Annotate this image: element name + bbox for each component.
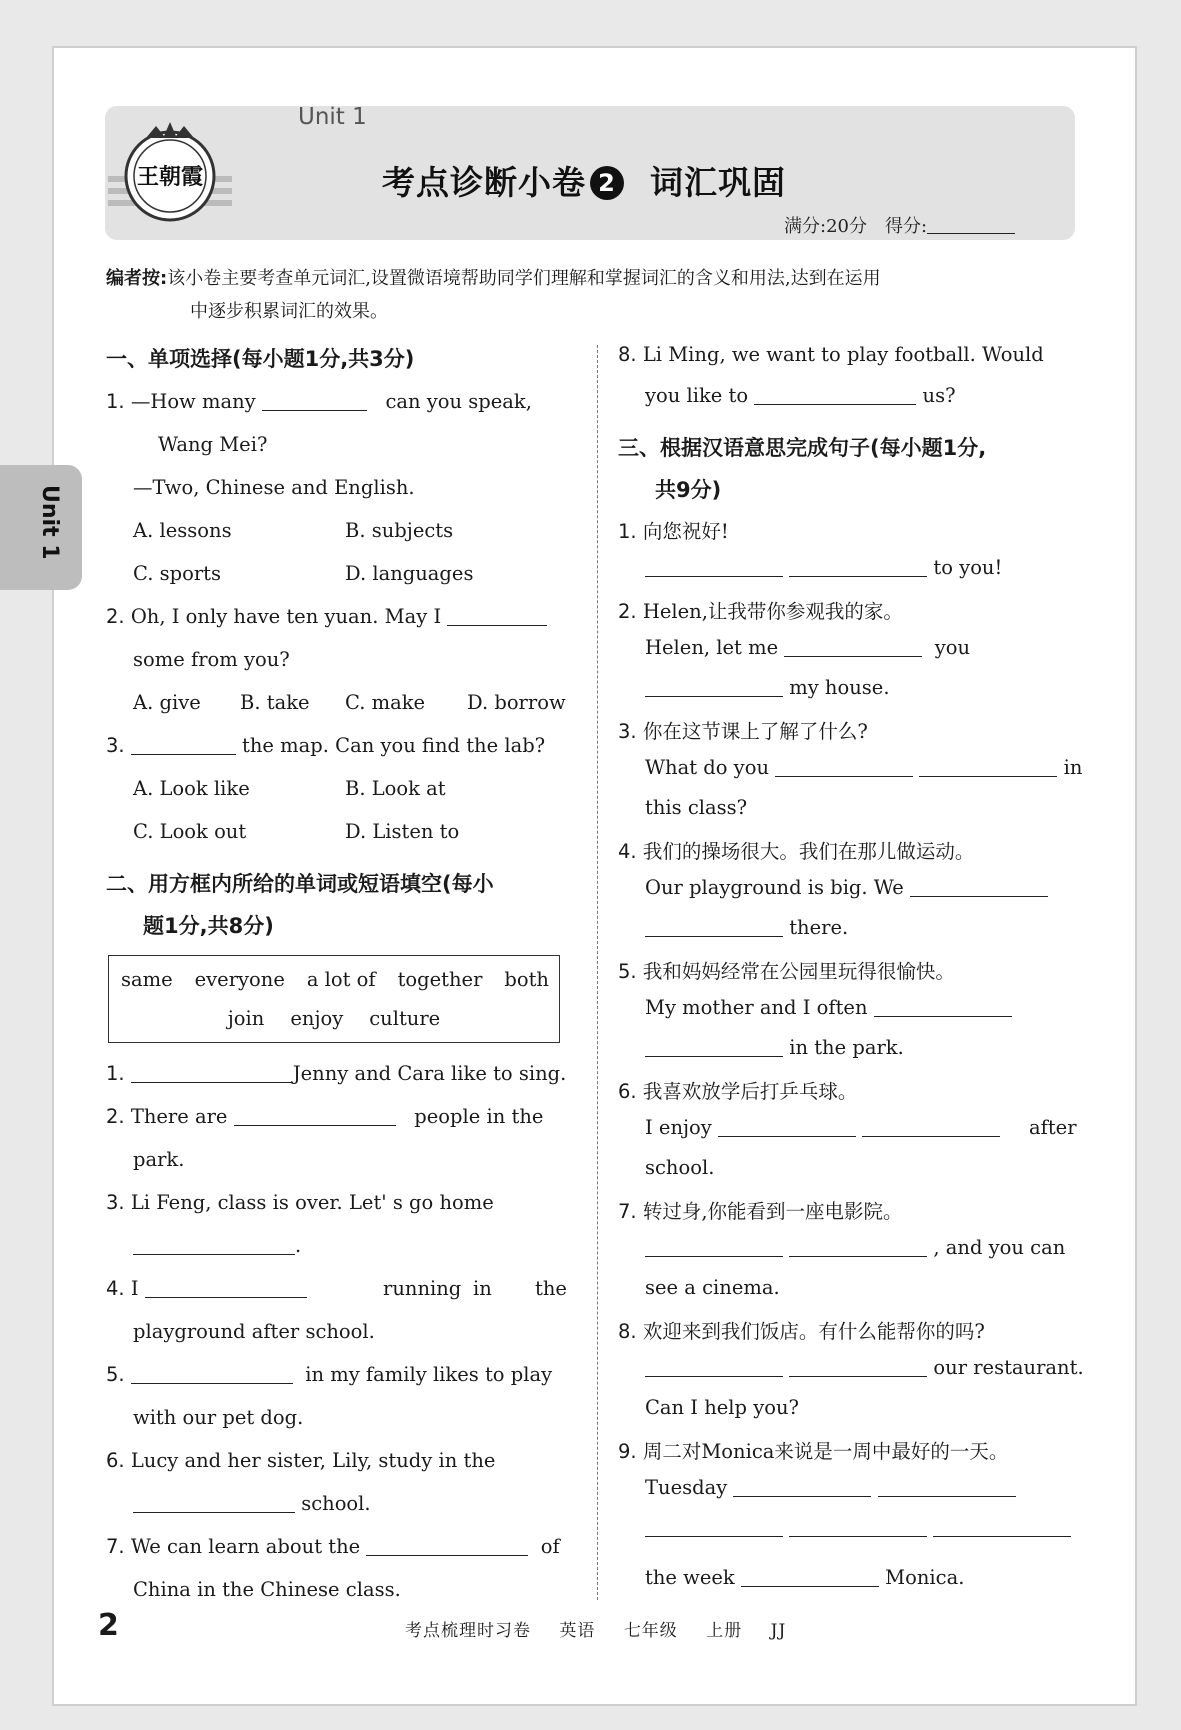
score-line: 满分:20分 得分:	[784, 212, 1015, 238]
t4-english-1: Our playground is big. We	[645, 876, 1048, 899]
t6-blank-1[interactable]	[718, 1119, 856, 1137]
t7-blank-2[interactable]	[789, 1239, 927, 1257]
t8-blank-2[interactable]	[789, 1359, 927, 1377]
fill8-blank[interactable]	[754, 387, 916, 405]
t1-chinese: 1. 向您祝好!	[618, 520, 729, 543]
q3-option-c: C. Look out	[133, 820, 247, 843]
fill1-blank[interactable]	[131, 1065, 293, 1083]
number-badge: 2	[590, 166, 624, 200]
t4-blank-2[interactable]	[645, 919, 783, 937]
t3-blank-2[interactable]	[919, 759, 1057, 777]
q2-option-d: D. borrow	[467, 691, 566, 714]
t8-english-1: our restaurant.	[645, 1356, 1084, 1379]
t7-english-1: , and you can	[645, 1236, 1065, 1259]
word-bank-item: both	[504, 968, 549, 991]
t9-blank-6[interactable]	[741, 1569, 879, 1587]
fill5-blank[interactable]	[131, 1366, 293, 1384]
q1-line3: —Two, Chinese and English.	[133, 476, 415, 499]
q3-option-a: A. Look like	[133, 777, 250, 800]
word-bank-item: culture	[369, 1007, 441, 1030]
t5-english-2: in the park.	[645, 1036, 904, 1059]
word-bank-item: enjoy	[290, 1007, 344, 1030]
fill3-line2: .	[133, 1234, 301, 1257]
fill6-blank[interactable]	[133, 1495, 295, 1513]
t7-english-2: see a cinema.	[645, 1276, 780, 1299]
t3-blank-1[interactable]	[775, 759, 913, 777]
footer-info	[405, 1616, 808, 1641]
t8-english-2: Can I help you?	[645, 1396, 799, 1419]
section-2-heading-line2: 题1分,共8分)	[143, 914, 274, 938]
editor-note: 编者按:该小卷主要考查单元词汇,设置微语境帮助同学们理解和掌握词汇的含义和用法,达到在运用 中逐步积累词汇的效果。	[106, 268, 881, 322]
word-bank-item: join	[227, 1007, 265, 1030]
section-1-heading: 一、单项选择(每小题1分,共3分)	[106, 347, 415, 371]
fill2-blank[interactable]	[234, 1108, 396, 1126]
t2-blank-2[interactable]	[645, 679, 783, 697]
footer-book: 考点梳理时习卷	[405, 1621, 531, 1641]
word-bank-item: a lot of	[306, 968, 376, 991]
fill7-line1: 7. We can learn about the of	[106, 1535, 560, 1558]
fill2-line1: 2. There are people in the	[106, 1105, 544, 1128]
fill4-word-running: running	[383, 1277, 462, 1300]
q2-option-c: C. make	[345, 691, 426, 714]
fill8-line2: you like to us?	[645, 384, 956, 407]
fill1-line: 1. Jenny and Cara like to sing.	[106, 1062, 567, 1085]
fill5-line2: with our pet dog.	[133, 1406, 304, 1429]
page-number: 2	[98, 1608, 119, 1643]
t5-chinese: 5. 我和妈妈经常在公园里玩得很愉快。	[618, 960, 955, 983]
t4-blank-1[interactable]	[910, 879, 1048, 897]
t7-blank-1[interactable]	[645, 1239, 783, 1257]
t1-english: to you!	[645, 556, 1002, 579]
q2-line2: some from you?	[133, 648, 290, 671]
q3-option-d: D. Listen to	[345, 820, 460, 843]
fill4-word-the: the	[535, 1277, 567, 1300]
q2-line1: 2. Oh, I only have ten yuan. May I	[106, 605, 547, 628]
t9-chinese: 9. 周二对Monica来说是一周中最好的一天。	[618, 1440, 1009, 1463]
fill4-line2: playground after school.	[133, 1320, 375, 1343]
q2-option-b: B. take	[240, 691, 310, 714]
footer-grade: 七年级	[623, 1621, 678, 1641]
t3-english-1: What do you in	[645, 756, 1083, 779]
t2-chinese: 2. Helen,让我带你参观我的家。	[618, 600, 903, 623]
t9-blank-4[interactable]	[789, 1519, 927, 1537]
fill4-line1: 4. I	[106, 1277, 307, 1300]
t5-blank-1[interactable]	[874, 999, 1012, 1017]
unit-side-tab	[0, 465, 82, 590]
fill7-blank[interactable]	[366, 1538, 528, 1556]
t9-english-2	[645, 1516, 1071, 1539]
q2-blank[interactable]	[447, 608, 547, 626]
fill3-blank[interactable]	[133, 1237, 295, 1255]
footer-subject: 英语	[559, 1621, 596, 1641]
fill4-word-in: in	[473, 1277, 492, 1300]
fill3-line1: 3. Li Feng, class is over. Let' s go home	[106, 1191, 494, 1214]
fill7-line2: China in the Chinese class.	[133, 1578, 401, 1601]
fill2-line2: park.	[133, 1148, 185, 1171]
publisher-seal-logo	[108, 118, 232, 228]
q3-blank[interactable]	[131, 737, 236, 755]
q1-blank[interactable]	[262, 393, 367, 411]
q1-option-c: C. sports	[133, 562, 222, 585]
t9-blank-2[interactable]	[878, 1479, 1016, 1497]
word-bank-item: together	[397, 968, 483, 991]
fill4-blank[interactable]	[145, 1280, 307, 1298]
t7-chinese: 7. 转过身,你能看到一座电影院。	[618, 1200, 903, 1223]
t6-blank-2[interactable]	[862, 1119, 1000, 1137]
t6-english-2: school.	[645, 1156, 715, 1179]
column-divider	[597, 345, 598, 1600]
q3-line1: 3. the map. Can you find the lab?	[106, 734, 546, 757]
section-2-heading-line1: 二、用方框内所给的单词或短语填空(每小	[106, 872, 494, 896]
t6-chinese: 6. 我喜欢放学后打乒乓球。	[618, 1080, 858, 1103]
footer-edition: JJ	[770, 1621, 787, 1641]
q2-option-a: A. give	[133, 691, 201, 714]
t6-english-1: I enjoy	[645, 1116, 1000, 1139]
t1-blank-2[interactable]	[789, 559, 927, 577]
t8-blank-1[interactable]	[645, 1359, 783, 1377]
t8-chinese: 8. 欢迎来到我们饭店。有什么能帮你的吗?	[618, 1320, 985, 1343]
q1-line1: 1. —How many can you speak,	[106, 390, 532, 413]
t6-word-after: after	[1029, 1116, 1077, 1139]
t9-blank-1[interactable]	[733, 1479, 871, 1497]
fill6-line1: 6. Lucy and her sister, Lily, study in the	[106, 1449, 496, 1472]
word-bank-item: same	[121, 968, 173, 991]
t9-english-1: Tuesday	[645, 1476, 1016, 1499]
q1-option-a: A. lessons	[133, 519, 232, 542]
t1-blank-1[interactable]	[645, 559, 783, 577]
q1-line2: Wang Mei?	[158, 433, 268, 456]
t9-blank-5[interactable]	[933, 1519, 1071, 1537]
unit-label: Unit 1	[298, 104, 367, 130]
section-3-heading-line1: 三、根据汉语意思完成句子(每小题1分,	[618, 436, 987, 460]
fill8-line1: 8. Li Ming, we want to play football. Would	[618, 343, 1044, 366]
fill5-line1: 5. in my family likes to play	[106, 1363, 553, 1386]
word-bank-item: everyone	[194, 968, 285, 991]
t9-english-3: the week Monica.	[645, 1566, 965, 1589]
q3-option-b: B. Look at	[345, 777, 446, 800]
t4-english-2: there.	[645, 916, 848, 939]
t3-english-2: this class?	[645, 796, 748, 819]
q1-option-d: D. languages	[345, 562, 474, 585]
t3-chinese: 3. 你在这节课上了解了什么?	[618, 720, 868, 743]
t9-blank-3[interactable]	[645, 1519, 783, 1537]
section-3-heading-line2: 共9分)	[655, 478, 722, 502]
fill6-line2: school.	[133, 1492, 371, 1515]
side-tab-label: Unit 1	[37, 485, 62, 560]
t2-english-1: Helen, let me you	[645, 636, 971, 659]
t5-blank-2[interactable]	[645, 1039, 783, 1057]
svg-text:王朝霞: 王朝霞	[136, 164, 204, 190]
t4-chinese: 4. 我们的操场很大。我们在那儿做运动。	[618, 840, 975, 863]
word-bank-box	[108, 955, 560, 1043]
q1-option-b: B. subjects	[345, 519, 454, 542]
t5-english-1: My mother and I often	[645, 996, 1012, 1019]
page-title: 考点诊断小卷 2 词汇巩固	[382, 163, 786, 202]
t2-blank-1[interactable]	[784, 639, 922, 657]
t2-english-2: my house.	[645, 676, 890, 699]
footer-volume: 上册	[706, 1621, 743, 1641]
